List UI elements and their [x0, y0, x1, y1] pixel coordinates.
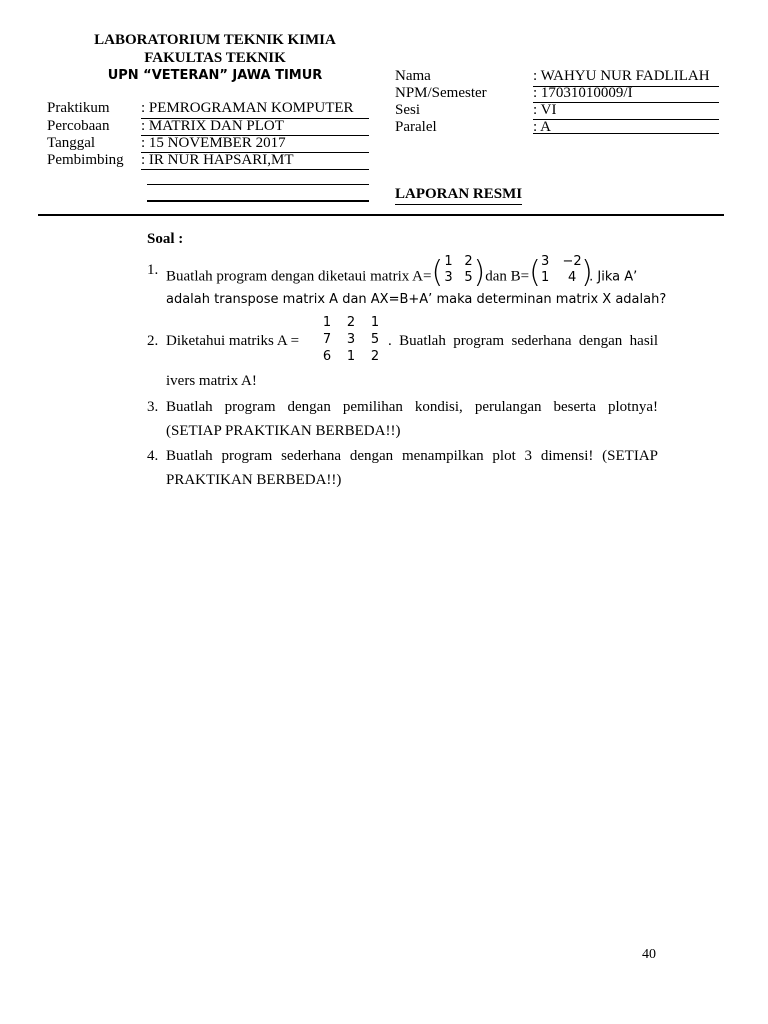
matrix-b-cell: 1 — [540, 270, 550, 285]
q4-number: 4. — [147, 448, 159, 464]
percobaan-value: : MATRIX DAN PLOT — [141, 118, 369, 136]
matrix-b-cell: 3 — [540, 254, 550, 269]
matrix-q2-cell: 3 — [346, 332, 356, 347]
pembimbing-label: Pembimbing — [47, 152, 124, 168]
matrix-q2-cell: 2 — [346, 315, 356, 330]
report-title: LAPORAN RESMI — [395, 186, 522, 205]
q4-line-2: PRAKTIKAN BERBEDA!!) — [166, 472, 342, 488]
q4-line-1: Buatlah program sederhana dengan menampilkan plot 3 dimensi! (SETIAP — [166, 448, 658, 464]
soal-heading: Soal : — [147, 231, 184, 247]
q2-text-a: Diketahui matriks A = — [166, 333, 300, 349]
matrix-q2-cell: 7 — [322, 332, 332, 347]
percobaan-label: Percobaan — [47, 118, 110, 134]
q3-line-1: Buatlah program dengan pemilihan kondisi, perulangan beserta plotnya! — [166, 399, 658, 415]
header-separator — [38, 214, 724, 216]
q2-line-2: ivers matrix A! — [166, 373, 257, 389]
praktikum-label: Praktikum — [47, 100, 110, 116]
matrix-b-cell: −2 — [562, 254, 582, 269]
pembimbing-value: : IR NUR HAPSARI,MT — [141, 152, 369, 170]
paralel-value: : A — [533, 119, 719, 134]
sesi-value: : VI — [533, 102, 719, 120]
matrix-q2 — [316, 315, 388, 367]
faculty-title: FAKULTAS TEKNIK — [144, 50, 286, 66]
matrix-a-cell: 2 — [464, 254, 473, 269]
matrix-a-cell: 3 — [444, 270, 453, 285]
page-number: 40 — [642, 947, 656, 962]
matrix-a — [431, 254, 486, 290]
npm-label: NPM/Semester — [395, 85, 487, 101]
matrix-q2-cell: 5 — [370, 332, 380, 347]
q1-line-2: adalah transpose matrix A dan AX=B+A’ maka determinan matrix X adalah? — [166, 292, 667, 307]
q2-number: 2. — [147, 333, 159, 349]
matrix-b-cell: 4 — [567, 270, 577, 285]
question-1 — [166, 254, 638, 292]
matrix-q2-cell: 1 — [322, 315, 332, 330]
nama-label: Nama — [395, 68, 431, 84]
matrix-a-right-paren: ) — [473, 255, 486, 290]
q1-text-c: . Jika A’ — [589, 269, 638, 285]
tanggal-label: Tanggal — [47, 135, 96, 151]
university-title: UPN “VETERAN” JAWA TIMUR — [107, 68, 323, 83]
paralel-label: Paralel — [395, 119, 437, 135]
sesi-label: Sesi — [395, 102, 421, 118]
blank-line-2 — [147, 200, 369, 202]
matrix-q2-cell: 1 — [370, 315, 380, 330]
matrix-b-right-paren: ) — [581, 255, 593, 290]
q3-line-2: (SETIAP PRAKTIKAN BERBEDA!!) — [166, 423, 401, 439]
matrix-a-cell: 5 — [464, 270, 473, 285]
q2-text-b: . Buatlah program sederhana dengan hasil — [388, 333, 658, 349]
blank-line-1 — [147, 184, 369, 185]
matrix-q2-cell: 1 — [346, 349, 356, 364]
q1-text-b: dan B= — [485, 268, 530, 285]
matrix-a-left-paren: ( — [431, 255, 444, 290]
lab-title: LABORATORIUM TEKNIK KIMIA — [94, 32, 336, 48]
q1-text-a: Buatlah program dengan diketaui matrix A= — [166, 268, 432, 285]
matrix-b-left-paren: ( — [529, 255, 541, 290]
matrix-q2-cell: 2 — [370, 349, 380, 364]
matrix-a-cell: 1 — [444, 254, 453, 269]
tanggal-value: : 15 NOVEMBER 2017 — [141, 135, 369, 153]
matrix-q2-cell: 6 — [322, 349, 332, 364]
praktikum-value: : PEMROGRAMAN KOMPUTER — [141, 100, 369, 119]
q3-number: 3. — [147, 399, 159, 415]
nama-value: : WAHYU NUR FADLILAH — [533, 68, 719, 87]
npm-value: : 17031010009/I — [533, 85, 719, 103]
q1-number: 1. — [147, 262, 159, 278]
matrix-b — [529, 254, 593, 290]
q2-text-b-wrap — [388, 333, 658, 350]
